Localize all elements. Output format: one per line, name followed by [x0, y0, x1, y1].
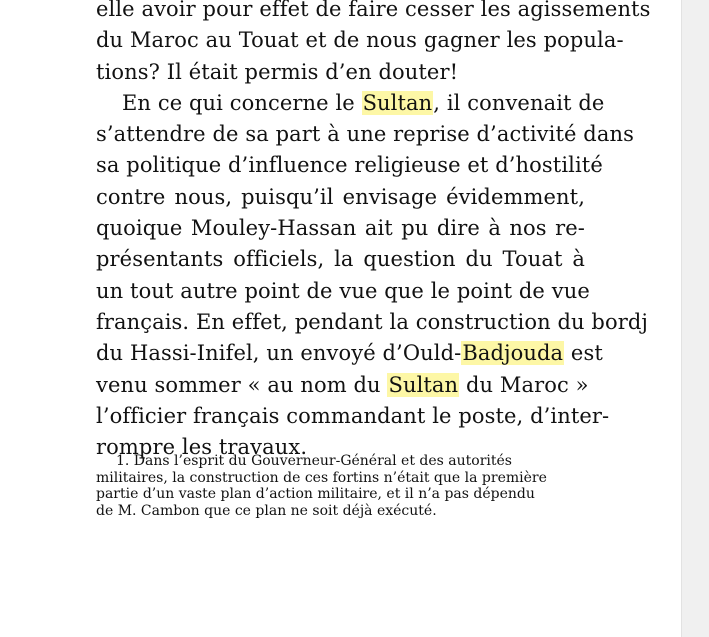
text-line: présentants officiels, la question du Touat à — [96, 247, 585, 272]
footnote-line: de M. Cambon que ce plan ne soit déjà exécuté. — [96, 502, 437, 519]
text-fragment: , il convenait de — [433, 90, 605, 115]
text-line: rompre les travaux. — [96, 435, 308, 460]
footnote-line: 1. Dans l’esprit du Gouverneur-Général et des autorités — [116, 453, 512, 469]
text-line: tions? Il était permis d’en douter! — [96, 59, 459, 84]
text-line: s’attendre de sa part à une reprise d’activité dans — [96, 122, 634, 147]
body-text — [96, 0, 651, 463]
text-line: quoique Mouley-Hassan ait pu dire à nos re- — [96, 216, 585, 241]
highlighted-term-sultan: Sultan — [362, 90, 433, 115]
text-line: un tout autre point de vue que le point de vue — [96, 278, 590, 303]
text-fragment: venu sommer « au nom du — [96, 372, 388, 397]
footnote — [96, 453, 547, 519]
text-fragment: du Hassi-Inifel, un envoyé d’Ould- — [96, 341, 462, 366]
text-line: contre nous, puisqu’il envisage évidemment, — [96, 184, 585, 209]
text-line: sa politique d’influence religieuse et d’hostilité — [96, 153, 603, 178]
footnote-line: militaires, la construction de ces fortins n’était que la première — [96, 469, 547, 486]
text-line: l’officier français commandant le poste, d’inter- — [96, 403, 610, 428]
highlighted-term-badjouda: Badjouda — [462, 341, 564, 366]
text-line: du Maroc au Touat et de nous gagner les popula- — [96, 28, 624, 53]
text-fragment: du Maroc » — [459, 372, 589, 397]
text-fragment: En ce qui concerne le — [122, 90, 362, 115]
text-line: elle avoir pour effet de faire cesser les agissements — [96, 0, 651, 21]
viewer-scroll-gutter[interactable] — [681, 0, 709, 637]
text-line — [96, 370, 589, 401]
footnote-line: partie d’un vaste plan d’action militaire, et il n’a pas dépendu — [96, 486, 535, 503]
text-line: français. En effet, pendant la construction du bordj — [96, 309, 648, 334]
text-line — [96, 338, 603, 369]
text-line — [96, 88, 605, 119]
highlighted-term-sultan: Sultan — [388, 372, 459, 397]
text-fragment: est — [564, 341, 603, 366]
